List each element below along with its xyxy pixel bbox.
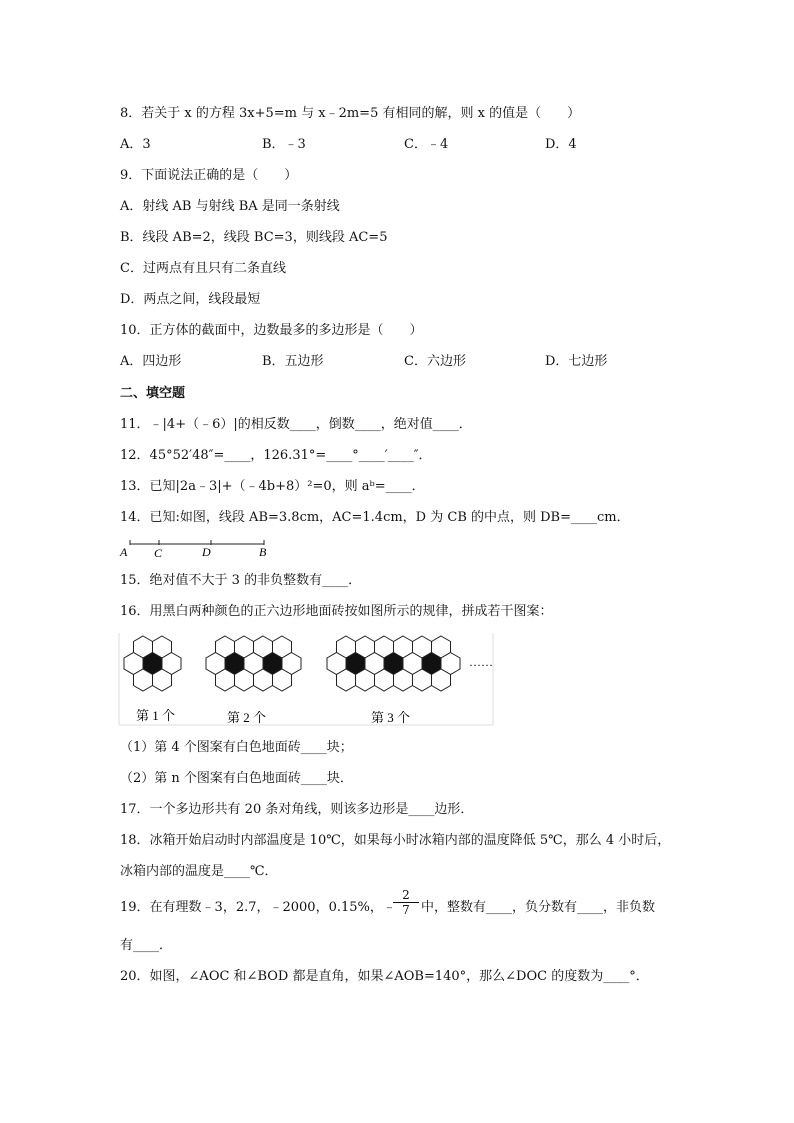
q19-line2: 有____．: [120, 938, 173, 953]
pattern-1-caption: 第 1 个: [136, 708, 176, 723]
q11: 11．﹣|4+（﹣6）|的相反数____，倒数____，绝对值____．: [120, 417, 472, 432]
q18-line2: 冰箱内部的温度是____℃．: [120, 864, 278, 879]
point-b-label: B: [259, 545, 267, 559]
q18-line1: 18．冰箱开始启动时内部温度是 10℃，如果每小时冰箱内部的温度降低 5℃，那么 4 小时后，: [120, 833, 671, 848]
q9-option-d: D．两点之间，线段最短: [120, 292, 261, 307]
q9-option-c: C．过两点有且只有二条直线: [120, 261, 286, 276]
q16-sub1: （1）第 4 个图案有白色地面砖____块；: [120, 740, 353, 755]
q10-stem: 10．正方体的截面中，边数最多的多边形是（ ）: [120, 323, 423, 338]
q9-option-a: A．射线 AB 与射线 BA 是同一条射线: [120, 199, 340, 214]
q10-option-b: B．五边形: [262, 354, 324, 369]
q12: 12．45°52′48″=____，126.31°=____°____′____″．: [120, 448, 432, 463]
q8-stem: 8．若关于 x 的方程 3x+5=m 与 x﹣2m=5 有相同的解，则 x 的值是（ ）: [120, 106, 581, 121]
point-c-label: C: [154, 546, 163, 560]
pattern-3: [327, 636, 460, 691]
q19-fraction-sign: ﹣: [383, 900, 397, 915]
q17: 17．一个多边形共有 20 条对角线，则该多边形是____边形．: [120, 802, 474, 817]
section-title: 二、填空题: [120, 386, 186, 401]
q19-part1: 19．在有理数﹣3，2.7，﹣2000，0.15%，: [120, 900, 383, 915]
q8-option-c: C．﹣4: [404, 137, 449, 152]
q14: 14．已知:如图，线段 AB=3.8cm，AC=1.4cm，D 为 CB 的中点，则 DB=____cm．: [120, 510, 630, 525]
q16: 16．用黑白两种颜色的正六边形地面砖按如图所示的规律，拼成若干图案：: [120, 604, 553, 619]
q8-option-a: A．3: [120, 137, 151, 152]
q19-part2: 中，整数有____，负分数有____，非负数: [421, 900, 656, 915]
hexagon-pattern-figure: [117, 631, 495, 727]
point-d-label: D: [202, 545, 211, 559]
q13: 13．已知|2a﹣3|+（﹣4b+8）²=0，则 aᵇ=____．: [120, 479, 425, 494]
q10-option-a: A．四边形: [120, 354, 182, 369]
q8-option-d: D．4: [545, 137, 577, 152]
pattern-ellipsis: ……: [469, 655, 493, 669]
q9-stem: 9．下面说法正确的是（ ）: [120, 168, 298, 183]
pattern-2: [206, 636, 301, 691]
q8-option-b: B．﹣3: [262, 137, 306, 152]
q16-sub2: （2）第 n 个图案有白色地面砖____块．: [120, 771, 353, 786]
point-a-label: A: [120, 545, 128, 559]
q9-option-b: B．线段 AB=2，线段 BC=3，则线段 AC=5: [120, 230, 388, 245]
q19-fraction: [393, 888, 419, 917]
fraction-denominator: 7: [402, 903, 410, 917]
pattern-1: [124, 636, 181, 691]
q10-option-c: C．六边形: [404, 354, 466, 369]
q20: 20．如图，∠AOC 和∠BOD 都是直角，如果∠AOB=140°，那么∠DOC 的度数为____°．: [120, 969, 649, 984]
fraction-numerator: 2: [393, 888, 419, 903]
q10-option-d: D．七边形: [545, 354, 608, 369]
pattern-3-caption: 第 3 个: [371, 710, 411, 725]
segment-figure: [116, 535, 276, 561]
pattern-2-caption: 第 2 个: [227, 710, 267, 725]
q15: 15．绝对值不大于 3 的非负整数有____．: [120, 573, 362, 588]
